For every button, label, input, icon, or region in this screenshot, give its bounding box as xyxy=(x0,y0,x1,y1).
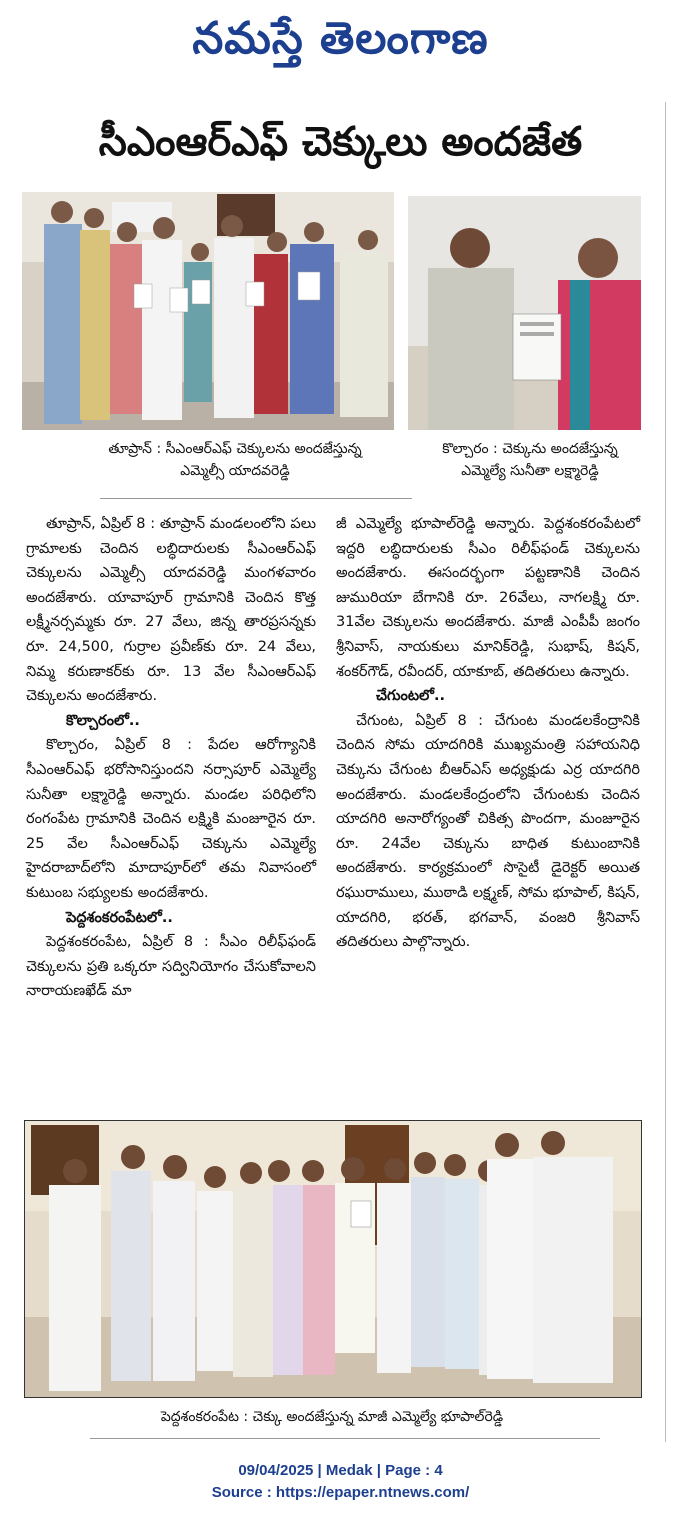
caption-photo1: తూప్రాన్ : సీఎంఆర్ఎఫ్ చెక్కులను అందజేస్తున్న ఎమ్మెల్సీ యాదవరెడ్డి xyxy=(108,441,362,479)
photo-peddashankarampet xyxy=(24,1120,642,1398)
sub-heading: పెద్దశంకరంపేటలో.. xyxy=(66,909,173,926)
photo-tupran-image xyxy=(22,192,394,430)
sub-heading: కొల్చారంలో.. xyxy=(66,712,140,729)
headline: సీఎంఆర్ఎఫ్ చెక్కులు అందజేత xyxy=(98,119,583,165)
article-right-column xyxy=(336,512,640,955)
article-paragraph: తూప్రాన్, ఏప్రిల్ 8 : తూప్రాన్ మండలంలోని పలు గ్రామాలకు చెందిన లబ్ధిదారులకు సీఎంఆర్ఎఫ్ చెక్కులను ఎమ్మెల్సీ యాదవరెడ్డి మంగళవారం అందజేశారు. యావాపూర్ గ్రామానికి చెందిన కొత్త లక్ష్మీనర్సమ్మకు రూ. 27 వేలు, జిన్న తారప్రసన్నకు రూ. 24,500, గుర్రాల ప్రవీణ్‌కు రూ. 24 వేలు, నిమ్మ కరుణాకర్‌కు రూ. 13 వేల సీఎంఆర్ఎఫ్ చెక్కులను అందజేశారు. xyxy=(26,516,316,705)
article-paragraph: పెద్దశంకరంపేట, ఏప్రిల్ 8 : సీఎం రిలీఫ్‌ఫండ్ చెక్కులను ప్రతి ఒక్కరూ సద్వినియోగం చేసుకోవాలని నారాయణఖేడ్ మా xyxy=(26,934,316,1000)
article-paragraph: చేగుంట, ఏప్రిల్ 8 : చేగుంట మండలకేంద్రానికి చెందిన సోమ యాదగిరికి ముఖ్యమంత్రి సహాయనిధి చెక్కును చేగుంట బీఆర్ఎస్ అధ్యక్షుడు ఎర్ర యాదగిరి అందజేశారు. మండలకేంద్రంలోని చేగుంటకు చెందిన యాదగిరి అనారోగ్యంతో చికిత్స పొందగా, మంజూరైన రూ. 24వేల చెక్కును బాధిత కుటుంబానికి అందజేశారు. కార్యక్రమంలో సొసైటీ డైరెక్టర్ అయిత రఘురాములు, ముఠాడి లక్ష్మణ్, సోమ భూపాల్, కిషన్, యాదగిరి, భరత్, భగవాన్, వంజరి శ్రీనివాస్ తదితరులు పాల్గొన్నారు. xyxy=(336,712,640,951)
caption-photo2: కొల్చారం : చెక్కును అందజేస్తున్న ఎమ్మెల్యే సునీతా లక్ష్మారెడ్డి xyxy=(442,441,618,479)
caption-photo3: పెద్దశంకరంపేట : చెక్కు అందజేస్తున్న మాజీ ఎమ్మెల్యే భూపాల్‌రెడ్డి xyxy=(160,1409,504,1425)
photo-tupran xyxy=(22,192,394,430)
footer-edition-info: 09/04/2025 | Medak | Page : 4 xyxy=(238,1462,443,1479)
sub-heading: చేగుంటలో.. xyxy=(376,688,445,705)
divider-captions xyxy=(100,498,412,499)
divider-bottom xyxy=(90,1438,600,1439)
masthead: నమస్తే తెలంగాణ xyxy=(192,13,489,64)
article-paragraph: కొల్చారం, ఏప్రిల్ 8 : పేదల ఆరోగ్యానికి సీఎంఆర్ఎఫ్ భరోసానిస్తుందని నర్సాపూర్ ఎమ్మెల్యే సునీతా లక్ష్మారెడ్డి అన్నారు. మండల పరిధిలోని రంగంపేట గ్రామానికి చెందిన లక్ష్మికి మంజూరైన రూ. 25 వేల సీఎంఆర్ఎఫ్ చెక్కును ఎమ్మెల్యే హైదరాబాద్‌లోని మాదాపూర్‌లో తమ నివాసంలో కుటుంబ సభ్యులకు అందజేశారు. xyxy=(26,737,316,901)
photo-kolcharam xyxy=(408,196,641,430)
article-left-column xyxy=(26,512,316,1004)
article-paragraph: జీ ఎమ్మెల్యే భూపాల్‌రెడ్డి అన్నారు. పెద్దశంకరంపేటలో ఇద్దరి లబ్ధిదారులకు సీఎం రిలీఫ్‌ఫండ్ చెక్కులను అందజేశారు. ఈసందర్భంగా పట్టణానికి చెందిన జుమురియా బేగానికి రూ. 26వేలు, నాగలక్ష్మి రూ. 31వేల చెక్కులను అందజేశారు. మాజీ ఎంపీపీ జంగం శ్రీనివాస్, నాయకులు మానిక్‌రెడ్డి, సుభాష్, కిషన్, శంకర్‌గౌడ్, రవీందర్, యాకూబ్, తదితరులు ఉన్నారు. xyxy=(336,516,640,680)
footer-source-link[interactable]: Source : https://epaper.ntnews.com/ xyxy=(211,1484,470,1501)
column-rule xyxy=(665,102,666,1442)
photo-peddashankarampet-image xyxy=(25,1121,641,1397)
photo-kolcharam-image xyxy=(408,196,641,430)
